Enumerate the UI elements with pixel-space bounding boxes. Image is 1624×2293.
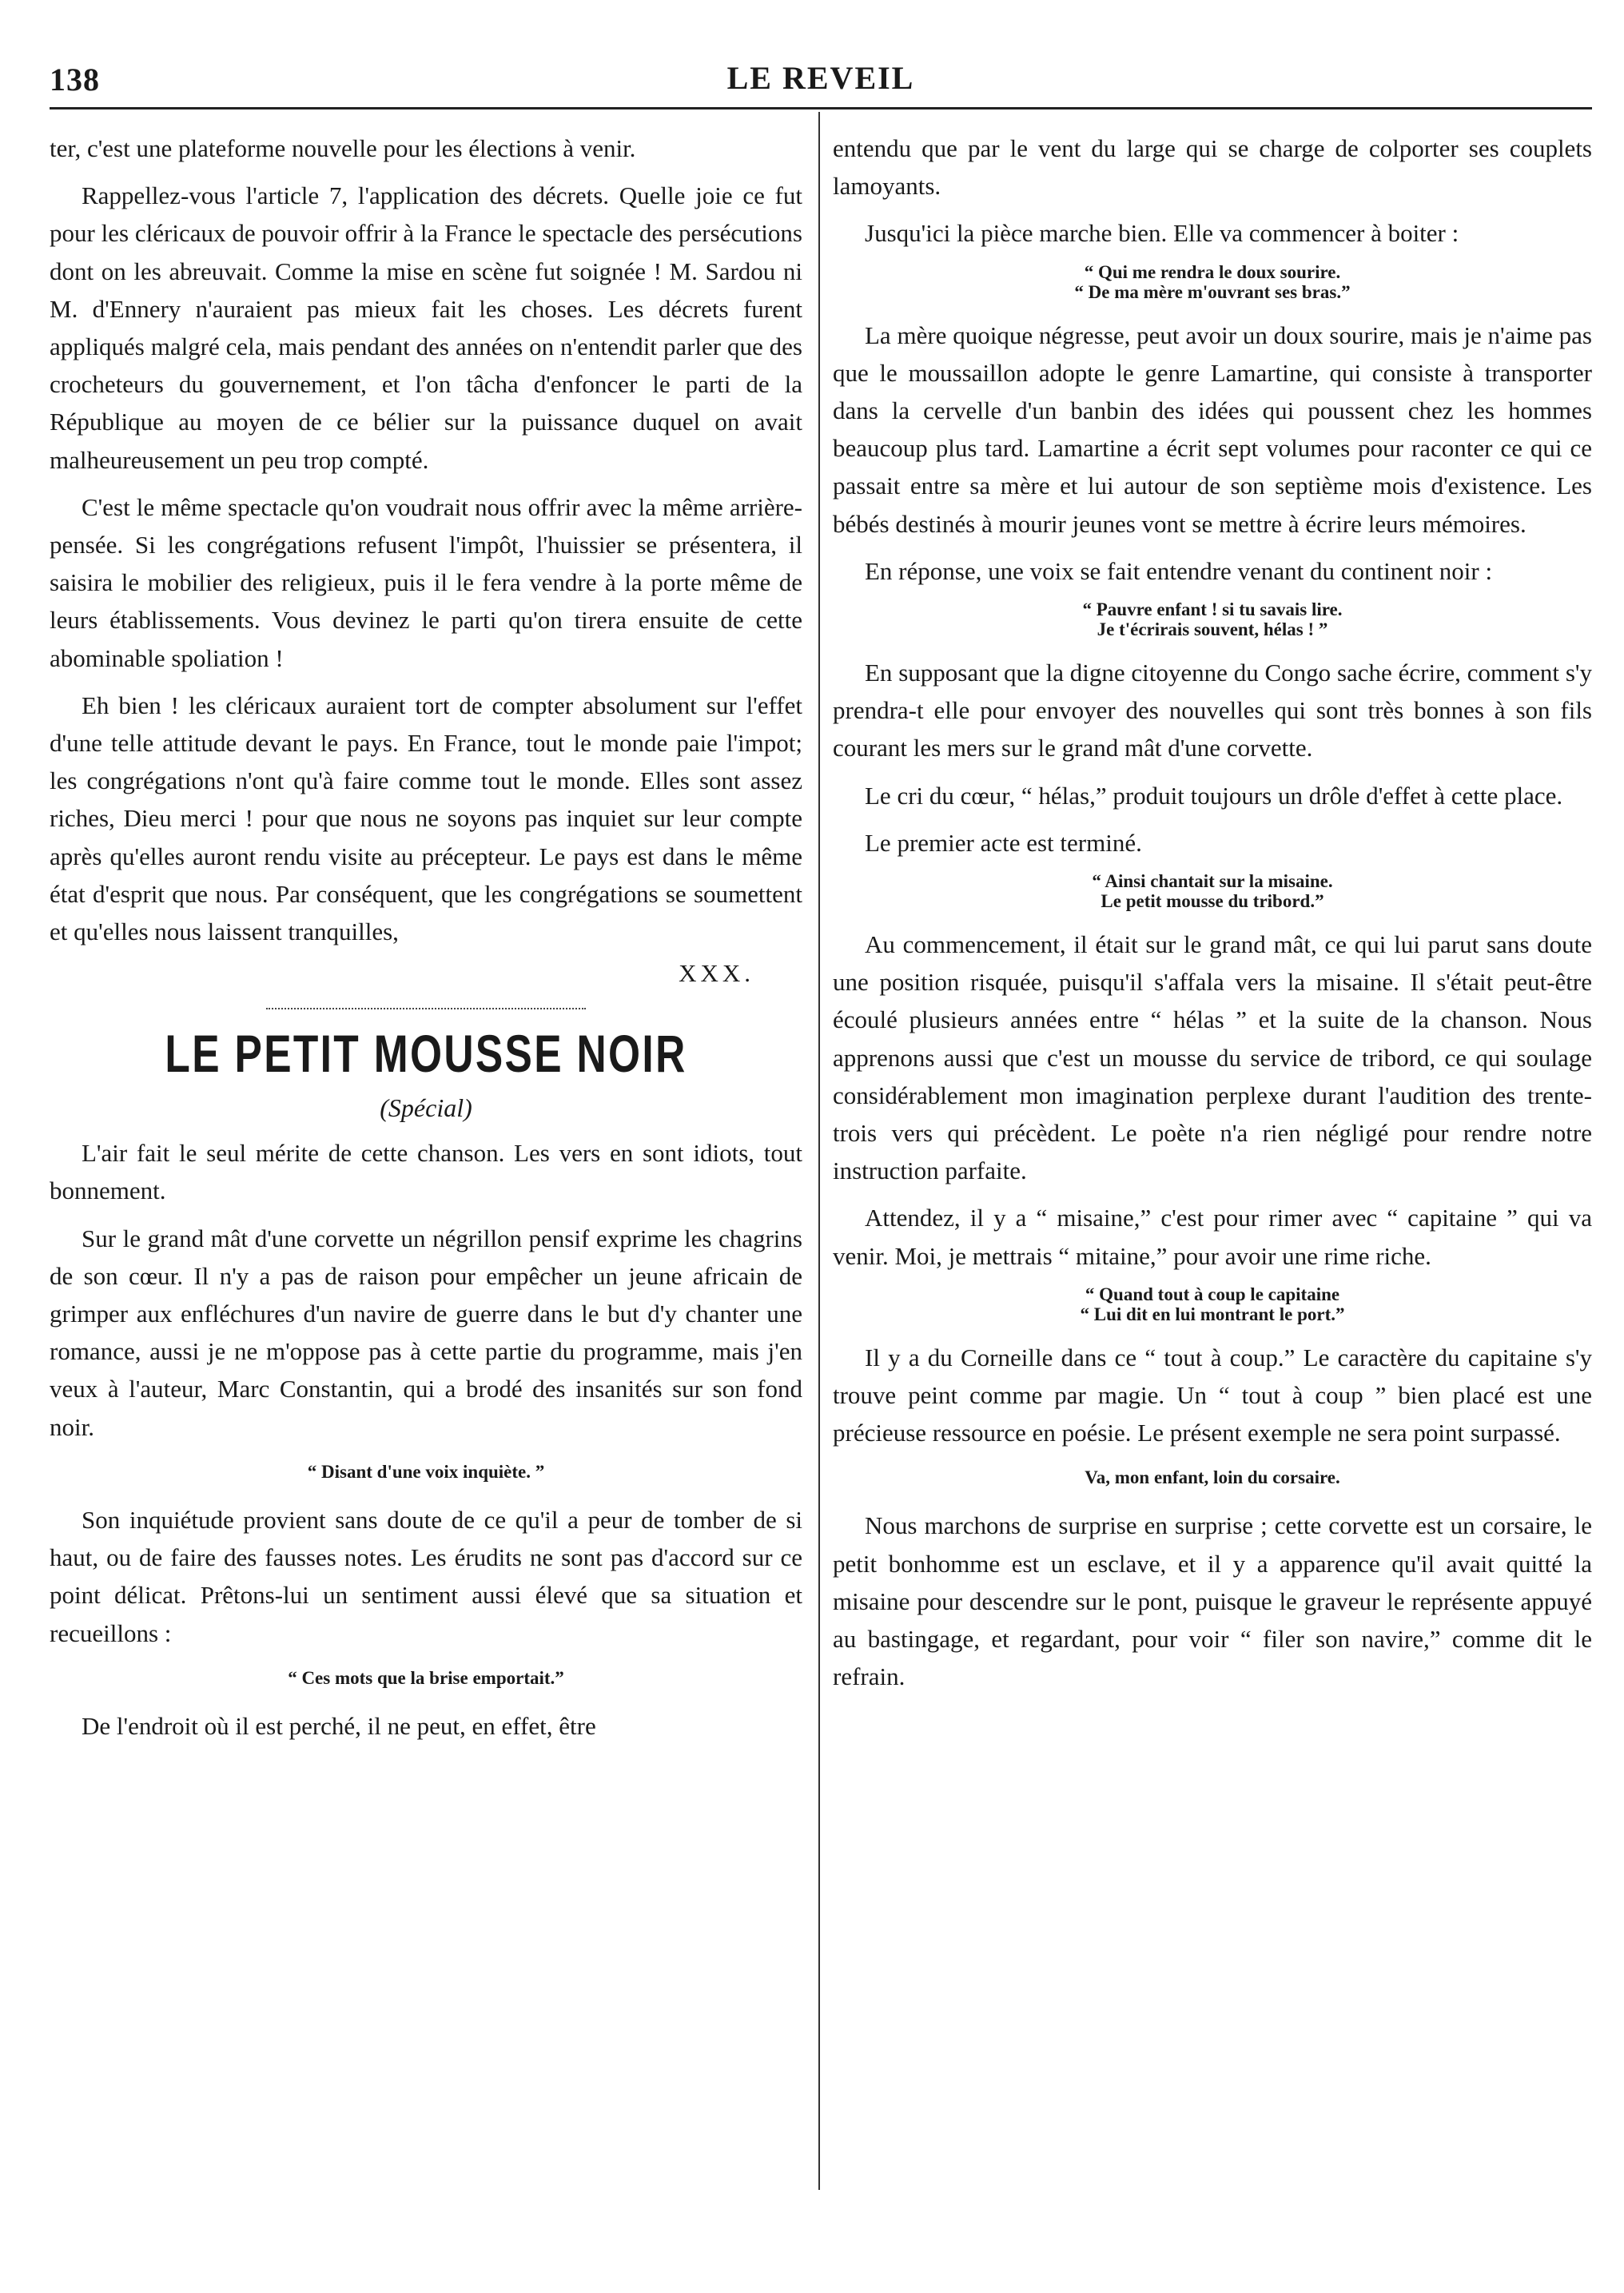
- verse-line: “ Quand tout à coup le capitaine: [1085, 1284, 1340, 1304]
- verse-line: Va, mon enfant, loin du corsaire.: [1085, 1467, 1340, 1488]
- verse-quote: [833, 871, 1592, 911]
- paragraph: De l'endroit où il est perché, il ne peut, en effet, être: [82, 1711, 596, 1740]
- paragraph: Eh bien ! les cléricaux auraient tort de compter absolument sur l'effet d'une telle attitude devant le pays. En France, tout le monde paie l'impot; les congrégations n'ont qu'à faire comme tout le monde. Elles sont assez riches, Dieu merci ! pour que nous ne soyons pas inquiet sur leur compte après qu'elles auront rendu visite au précepteur. Le pays est dans le même état d'esprit que nous. Par conséquent, que les congrégations se soumettent et qu'elles nous laissent tranquilles,: [50, 691, 802, 946]
- paragraph: Au commencement, il était sur le grand mât, ce qui lui parut sans doute une position risquée, puisqu'il s'affala vers la misaine. Il s'était peut-être écoulé plusieurs années entre “ hélas ” et la suite de la chanson. Nous apprenons aussi que c'est un mousse du service de tribord, ce qui soulage considérablement mon imagination perplexe durant l'audition des trente-trois vers qui précèdent. Le poète n'a rien négligé pour rendre notre instruction parfaite.: [833, 930, 1592, 1185]
- paragraph: Son inquiétude provient sans doute de ce qu'il a peur de tomber de si haut, ou de faire des fausses notes. Les érudits ne sont pas d'accord sur ce point délicat. Prêtons-lui un sentiment aussi élevé que sa situation et recueillons :: [50, 1505, 802, 1647]
- verse-quote: [50, 1462, 802, 1482]
- paragraph: Jusqu'ici la pièce marche bien. Elle va commencer à boiter :: [865, 219, 1459, 248]
- verse-line: “ Lui dit en lui montrant le port.”: [1080, 1304, 1345, 1324]
- verse-line: “ Ainsi chantait sur la misaine.: [1092, 871, 1333, 892]
- paragraph: entendu que par le vent du large qui se charge de colporter ses couplets lamoyants.: [833, 134, 1592, 201]
- paragraph: L'air fait le seul mérite de cette chanson. Les vers en sont idiots, tout bonnement.: [50, 1139, 802, 1205]
- verse-quote: [833, 1284, 1592, 1324]
- verse-line: “ Disant d'une voix inquiète. ”: [307, 1461, 545, 1482]
- verse-quote: [50, 1668, 802, 1688]
- paragraph: C'est le même spectacle qu'on voudrait nous offrir avec la même arrière-pensée. Si les congrégations refusent l'impôt, l'huissier se présentera, il saisira le mobilier des religieux, puis il le fera vendre à la porte même de leurs établissements. Vous devinez le parti qu'on tirera ensuite de cette abominable spoliation !: [50, 492, 802, 672]
- verse-line: “ De ma mère m'ouvrant ses bras.”: [1074, 281, 1351, 302]
- verse-quote: [833, 1467, 1592, 1487]
- verse-quote: [833, 599, 1592, 639]
- paragraph: Le premier acte est terminé.: [865, 828, 1142, 857]
- page-header: [50, 56, 1592, 105]
- paragraph: Sur le grand mât d'une corvette un négrillon pensif exprime les chagrins de son cœur. Il n'y a pas de raison pour empêcher un jeune africain de grimper aux enfléchures d'un navire de guerre dans le but d'y chanter une romance, aussi je ne m'oppose pas à cette partie du programme, mais j'en veux à l'auteur, Marc Constantin, qui a brodé des insanités sur son fond noir.: [50, 1224, 802, 1441]
- verse-line: “ Ces mots que la brise emportait.”: [288, 1667, 564, 1688]
- right-column: [833, 129, 1592, 1706]
- verse-quote: [833, 262, 1592, 302]
- article-signature: XXX.: [679, 959, 754, 988]
- paragraph: Le cri du cœur, “ hélas,” produit toujours un drôle d'effet à cette place.: [865, 781, 1563, 810]
- article-subtitle: (Spécial): [380, 1093, 472, 1123]
- column-divider: [818, 112, 820, 2190]
- journal-title: LE REVEIL: [726, 60, 915, 96]
- paragraph: Nous marchons de surprise en surprise ; cette corvette est un corsaire, le petit bonhomme est un esclave, et il y a apparence qu'il avait quitté la misaine pour descendre sur le pont, puisque le graveur le représente appuyé au bastingage, et regardant, pour voir “ filer son navire,” comme dit le refrain.: [833, 1511, 1592, 1691]
- header-rule: [50, 107, 1592, 109]
- article-title: LE PETIT MOUSSE NOIR: [165, 1024, 687, 1084]
- paragraph: Attendez, il y a “ misaine,” c'est pour rimer avec “ capitaine ” qui va venir. Moi, je mettrais “ mitaine,” pour avoir une rime riche.: [833, 1204, 1592, 1270]
- paragraph: ter, c'est une plateforme nouvelle pour les élections à venir.: [50, 134, 636, 162]
- article-separator: [266, 1008, 586, 1009]
- paragraph: La mère quoique négresse, peut avoir un doux sourire, mais je n'aime pas que le moussaillon adopte le genre Lamartine, qui consiste à transporter dans la cervelle d'un banbin des idées qui poussent chez les hommes beaucoup plus tard. Lamartine a écrit sept volumes pour raconter ce qui ce passait entre sa mère et lui autour de son septième mois d'existence. Les bébés destinés à mourir jeunes vont se mettre à écrire leurs mémoires.: [833, 320, 1592, 538]
- paragraph: En réponse, une voix se fait entendre venant du continent noir :: [865, 556, 1493, 585]
- page-number: 138: [50, 62, 100, 98]
- paragraph: Rappellez-vous l'article 7, l'application des décrets. Quelle joie ce fut pour les cléricaux de pouvoir offrir à la France le spectacle des persécutions dont on les abreuvait. Comme la mise en scène fut soignée ! M. Sardou ni M. d'Ennery n'auraient pas mieux fait les choses. Les décrets furent appliqués malgré cela, mais pendant des années on n'entendit parler que des crocheteurs du gouvernement, et l'on tâcha d'enfoncer le parti de la République au moyen de ce bélier sur la puissance duquel on avait malheureusement un peu trop compté.: [50, 181, 802, 474]
- verse-line: “ Pauvre enfant ! si tu savais lire.: [1082, 599, 1343, 620]
- paragraph: En supposant que la digne citoyenne du Congo sache écrire, comment s'y prendra-t elle pour envoyer des nouvelles qui sont très bonnes à son fils courant les mers sur le grand mât d'une corvette.: [833, 659, 1592, 762]
- verse-line: “ Qui me rendra le doux sourire.: [1084, 261, 1341, 282]
- left-column: [50, 129, 802, 1754]
- paragraph: Il y a du Corneille dans ce “ tout à coup.” Le caractère du capitaine s'y trouve peint comme par magie. Un “ tout à coup ” bien placé est une précieuse ressource en poésie. Le présent exemple ne sera point surpassé.: [833, 1343, 1592, 1447]
- verse-line: Le petit mousse du tribord.”: [1101, 891, 1324, 912]
- verse-line: Je t'écrirais souvent, hélas ! ”: [1097, 619, 1328, 640]
